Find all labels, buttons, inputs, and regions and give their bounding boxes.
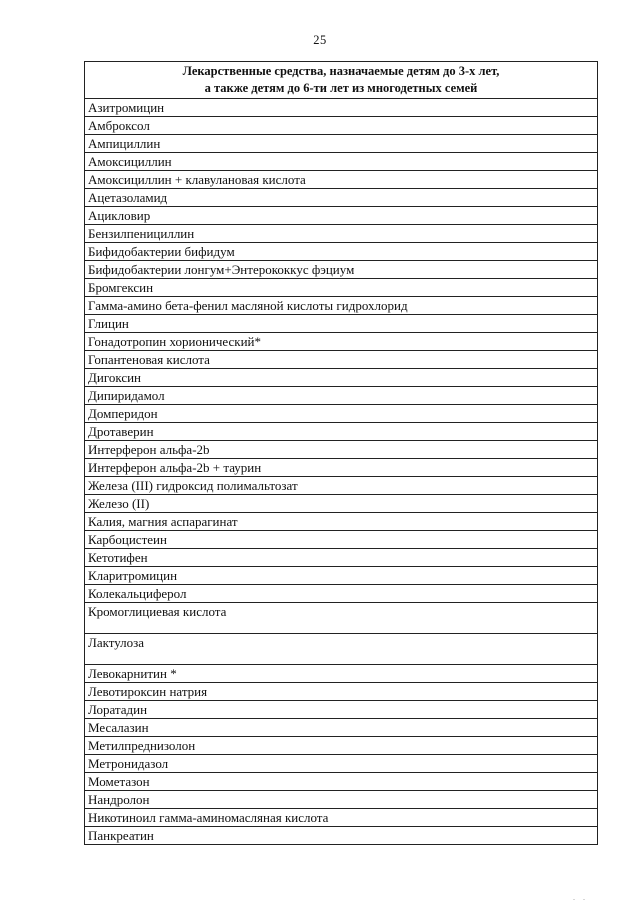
table-row [85,207,598,225]
medication-name: Железо (II) [85,495,598,513]
table-header-row [85,62,598,99]
medication-name: Карбоцистеин [85,531,598,549]
table-heading-line-2: а также детям до 6-ти лет из многодетных семей [204,81,478,95]
table-row [85,755,598,773]
table-row [85,585,598,603]
medication-name: Лоратадин [85,701,598,719]
medication-name: Кларитромицин [85,567,598,585]
medication-name: Железа (III) гидроксид полимальтозат [85,477,598,495]
table-row [85,634,598,665]
table-row [85,665,598,683]
table-row [85,117,598,135]
table-row [85,405,598,423]
medication-name: Дипиридамол [85,387,598,405]
medication-name: Амоксициллин [85,153,598,171]
medication-name: Азитромицин [85,99,598,117]
table-row [85,369,598,387]
medication-name: Бромгексин [85,279,598,297]
medication-name: Лактулоза [85,634,598,665]
medication-name: Колекальциферол [85,585,598,603]
medication-name: Глицин [85,315,598,333]
medication-name: Левотироксин натрия [85,683,598,701]
table-row [85,737,598,755]
medication-name: Гопантеновая кислота [85,351,598,369]
table-row [85,549,598,567]
medication-name: Ацикловир [85,207,598,225]
table-row [85,351,598,369]
medication-name: Метронидазол [85,755,598,773]
table-row [85,243,598,261]
table-row [85,135,598,153]
page-number: 25 [313,33,327,47]
table-row [85,603,598,634]
table-heading [85,62,598,99]
medication-name: Интерферон альфа-2b + таурин [85,459,598,477]
table-row [85,441,598,459]
table-row [85,171,598,189]
medication-name: Гонадотропин хорионический* [85,333,598,351]
medication-name: Интерферон альфа-2b [85,441,598,459]
medication-name: Метилпреднизолон [85,737,598,755]
medication-name: Амоксициллин + клавулановая кислота [85,171,598,189]
medication-name: Нандролон [85,791,598,809]
table-row [85,567,598,585]
table-row [85,531,598,549]
table-row [85,261,598,279]
medication-name: Дротаверин [85,423,598,441]
table-row [85,189,598,207]
table-row [85,279,598,297]
table-row [85,477,598,495]
medication-name: Месалазин [85,719,598,737]
medication-name: Амброксол [85,117,598,135]
table-row [85,827,598,845]
medication-name: Мометазон [85,773,598,791]
medication-name: Левокарнитин * [85,665,598,683]
medication-name: Кромоглициевая кислота [85,603,598,634]
medications-list [85,99,598,845]
scan-corner-mark: . . [573,893,588,902]
table-row [85,99,598,117]
medication-name: Дигоксин [85,369,598,387]
table-row [85,495,598,513]
medication-name: Бифидобактерии бифидум [85,243,598,261]
table-row [85,333,598,351]
table-row [85,297,598,315]
table-row [85,809,598,827]
medications-table [84,61,598,845]
medication-name: Ампициллин [85,135,598,153]
table-row [85,701,598,719]
table-heading-line-1: Лекарственные средства, назначаемые детям до 3-х лет, [182,64,500,78]
table-row [85,225,598,243]
medication-name: Домперидон [85,405,598,423]
table-row [85,773,598,791]
table-row [85,683,598,701]
table-row [85,153,598,171]
table-row [85,315,598,333]
medication-name: Панкреатин [85,827,598,845]
medication-name: Никотиноил гамма-аминомасляная кислота [85,809,598,827]
medication-name: Бензилпенициллин [85,225,598,243]
medication-name: Калия, магния аспарагинат [85,513,598,531]
medication-name: Ацетазоламид [85,189,598,207]
table-row [85,459,598,477]
medication-name: Бифидобактерии лонгум+Энтерококкус фэциум [85,261,598,279]
table-row [85,513,598,531]
table-row [85,387,598,405]
table-row [85,719,598,737]
table-row [85,791,598,809]
table-row [85,423,598,441]
medication-name: Кетотифен [85,549,598,567]
medication-name: Гамма-амино бета-фенил масляной кислоты гидрохлорид [85,297,598,315]
